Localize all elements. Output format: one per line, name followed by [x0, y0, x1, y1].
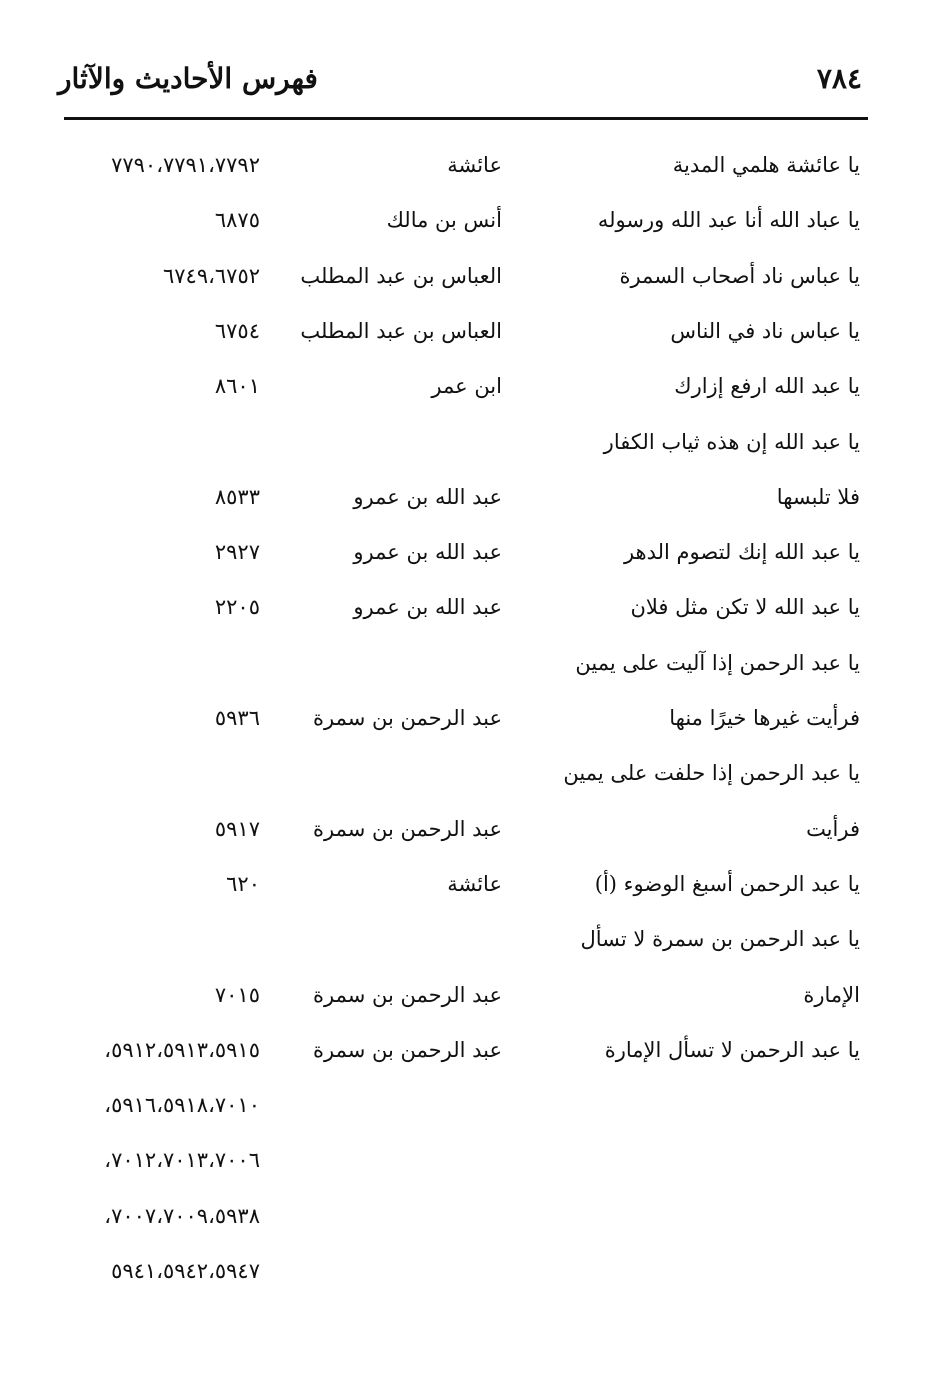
hadith-text: فرأيت: [806, 816, 860, 841]
index-row: [0, 477, 932, 517]
reference-numbers: ٦٢٠: [226, 871, 260, 896]
index-row: [0, 864, 932, 904]
hadith-text: يا عباس ناد في الناس: [670, 318, 860, 343]
reference-numbers: ٧٠١٥: [214, 982, 260, 1007]
narrator-name: عبد الله بن عمرو: [353, 540, 502, 565]
hadith-text: يا عبد الله إنك لتصوم الدهر: [623, 540, 860, 565]
narrator-name: عبد الرحمن بن سمرة: [313, 816, 502, 841]
hadith-text: الإمارة: [803, 982, 860, 1007]
index-row: [0, 366, 932, 406]
index-row: [0, 919, 932, 959]
hadith-text: يا عبد الرحمن إذا حلفت على يمين: [563, 761, 860, 786]
reference-numbers-continued: ٥٩١٦،٥٩١٨،٧٠١٠،: [104, 1093, 260, 1118]
index-row: [0, 145, 932, 185]
index-row: [0, 587, 932, 627]
reference-numbers: ٦٧٤٩،٦٧٥٢: [162, 263, 260, 288]
narrator-name: عبد الرحمن بن سمرة: [313, 982, 502, 1007]
page-title: فهرس الأحاديث والآثار: [58, 62, 318, 95]
narrator-name: عبد الرحمن بن سمرة: [313, 706, 502, 730]
hadith-text: فلا تلبسها: [776, 484, 860, 509]
narrator-name: عبد الله بن عمرو: [353, 595, 502, 620]
narrator-name: أنس بن مالك: [386, 208, 502, 233]
narrator-name: عائشة: [447, 153, 502, 177]
index-row: [0, 422, 932, 462]
hadith-text: يا عبد الرحمن لا تسأل الإمارة: [604, 1037, 860, 1062]
index-row: [0, 975, 932, 1015]
narrator-name: عبد الرحمن بن سمرة: [313, 1037, 502, 1062]
hadith-text: يا عبد الله لا تكن مثل فلان: [630, 595, 860, 620]
narrator-name: ابن عمر: [431, 374, 502, 399]
narrator-name: العباس بن عبد المطلب: [300, 318, 502, 343]
index-row: [0, 698, 932, 738]
hadith-text: يا عبد الله ارفع إزارك: [674, 374, 860, 399]
narrator-name: عائشة: [447, 871, 502, 896]
reference-numbers: ٦٧٥٤: [214, 318, 260, 343]
hadith-text: يا عبد الرحمن إذا آليت على يمين: [575, 650, 860, 675]
reference-numbers: ٥٩١٢،٥٩١٣،٥٩١٥،: [104, 1037, 260, 1062]
narrator-name: العباس بن عبد المطلب: [300, 263, 502, 288]
reference-numbers: ٨٥٣٣: [214, 484, 260, 509]
hadith-text: يا عباد الله أنا عبد الله ورسوله: [597, 208, 860, 233]
hadith-text: فرأيت غيرها خيرًا منها: [669, 706, 860, 730]
reference-numbers: ٨٦٠١: [214, 374, 260, 399]
header-divider: [64, 117, 868, 120]
reference-numbers: ٢٩٢٧: [214, 540, 260, 565]
reference-numbers-continued: ٥٩٤١،٥٩٤٢،٥٩٤٧: [111, 1259, 260, 1283]
reference-numbers: ٦٨٧٥: [214, 208, 260, 233]
hadith-text: يا عباس ناد أصحاب السمرة: [619, 263, 860, 288]
index-row: [0, 809, 932, 849]
index-row: [0, 643, 932, 683]
hadith-text: يا عائشة هلمي المدية: [672, 153, 860, 177]
hadith-text: يا عبد الرحمن أسبغ الوضوء (أ): [594, 871, 860, 896]
reference-numbers: ٧٧٩٠،٧٧٩١،٧٧٩٢: [111, 153, 260, 177]
index-row: [0, 532, 932, 572]
reference-numbers: ٥٩١٧: [214, 816, 260, 841]
page-number: ٧٨٤: [816, 62, 862, 95]
index-row: [0, 200, 932, 240]
reference-numbers-continued: ٧٠٠٧،٧٠٠٩،٥٩٣٨،: [104, 1203, 260, 1228]
index-row: [0, 1030, 932, 1070]
reference-numbers-continued: ٧٠١٢،٧٠١٣،٧٠٠٦،: [104, 1148, 260, 1173]
reference-numbers: ٥٩٣٦: [214, 706, 260, 730]
index-row: [0, 311, 932, 351]
hadith-text: يا عبد الرحمن بن سمرة لا تسأل: [580, 927, 860, 952]
hadith-text: يا عبد الله إن هذه ثياب الكفار: [603, 429, 860, 454]
index-row: [0, 256, 932, 296]
reference-numbers: ٢٢٠٥: [214, 595, 260, 620]
narrator-name: عبد الله بن عمرو: [353, 484, 502, 509]
index-row: [0, 753, 932, 793]
